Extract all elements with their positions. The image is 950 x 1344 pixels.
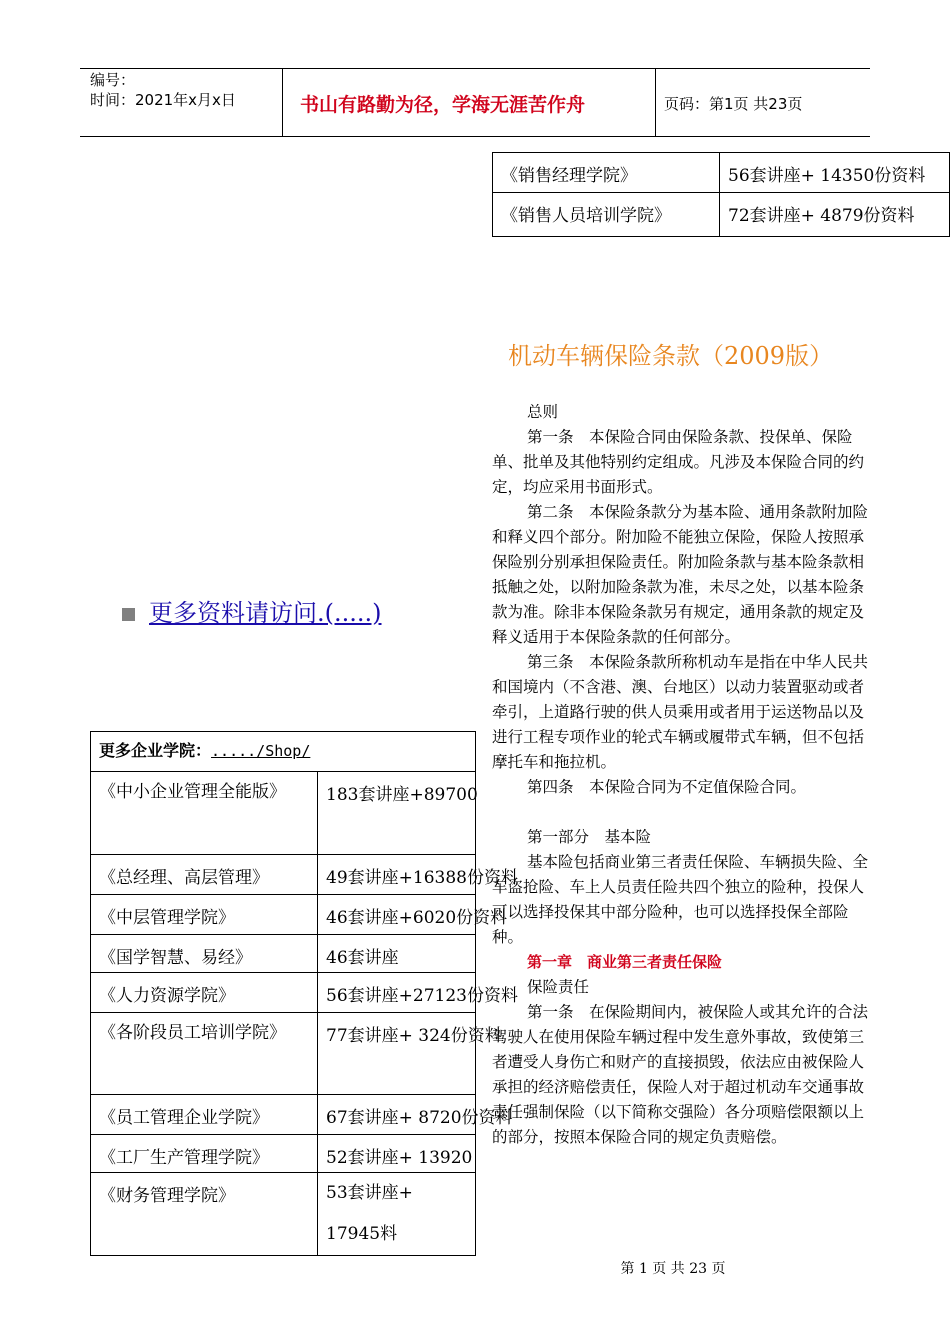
table-row xyxy=(91,973,476,1013)
course-value: 53套讲座+ 17945料 xyxy=(318,1173,476,1256)
article-1: 第一条 本保险合同由保险条款、投保单、保险单、批单及其他特别约定组成。凡涉及本保险合同的约定，均应采用书面形式。 xyxy=(492,428,865,496)
top-course-table xyxy=(492,152,950,237)
table-header-row xyxy=(91,732,476,772)
table-row xyxy=(91,1173,476,1256)
document-body xyxy=(492,400,872,1150)
liability-heading: 保险责任 xyxy=(527,978,590,996)
article-2: 第二条 本保险条款分为基本险、通用条款附加险和释义四个部分。附加险不能独立保险，保险人按照承保险别分别承担保险责任。附加险条款与基本险条款相抵触之处，以附加险条款为准，未尽之处，以基本险条款为准。除非本保险条款另有规定，通用条款的规定及释义适用于本保险条款的任何部分。 xyxy=(492,503,869,646)
table-row xyxy=(493,153,950,193)
more-resources-link-row xyxy=(122,593,382,628)
course-name: 《员工管理企业学院》 xyxy=(91,1095,318,1135)
header-divider xyxy=(655,68,656,136)
table-row xyxy=(91,855,476,895)
course-name: 《销售人员培训学院》 xyxy=(493,193,720,237)
course-name: 《中小企业管理全能版》 xyxy=(91,772,318,855)
table-row xyxy=(91,772,476,855)
enterprise-course-table xyxy=(90,731,518,1256)
course-value: 72套讲座+ 4879份资料 xyxy=(720,193,950,237)
more-resources-link[interactable]: 更多资料请访问.(.....) xyxy=(149,599,382,627)
course-value: 183套讲座+89700 xyxy=(318,772,476,855)
course-value: 46套讲座+6020份资料 xyxy=(318,895,476,935)
course-value: 67套讲座+ 8720份资料 xyxy=(318,1095,476,1135)
chapter-article-1: 第一条 在保险期间内，被保险人或其允许的合法驾驶人在使用保险车辆过程中发生意外事故，致使第三者遭受人身伤亡和财产的直接损毁，依法应由被保险人承担的经济赔偿责任，保险人对于超过机动车交通事故责任强制保险（以下简称交强险）各分项赔偿限额以上的部分，按照本保险合同的规定负责赔偿。 xyxy=(492,1003,869,1146)
course-name: 《总经理、高层管理》 xyxy=(91,855,318,895)
spacer xyxy=(492,800,872,825)
shop-link[interactable]: ...../Shop/ xyxy=(211,742,311,760)
course-value: 56套讲座+ 14350份资料 xyxy=(720,153,950,193)
article-4: 第四条 本保险合同为不定值保险合同。 xyxy=(527,778,807,796)
table-row xyxy=(91,895,476,935)
page-footer xyxy=(0,1258,950,1278)
table-row xyxy=(91,1135,476,1173)
article-3: 第三条 本保险条款所称机动车是指在中华人民共和国境内（不含港、澳、台地区）以动力装置驱动或者牵引，上道路行驶的供人员乘用或者用于运送物品以及进行工程专项作业的轮式车辆或履带式车辆，但不包括摩托车和拖拉机。 xyxy=(492,653,869,771)
course-value: 49套讲座+16388份资料 xyxy=(318,855,476,895)
section-heading-general: 总则 xyxy=(527,403,559,421)
course-name: 《各阶段员工培训学院》 xyxy=(91,1013,318,1095)
course-name: 《人力资源学院》 xyxy=(91,973,318,1013)
table-row xyxy=(493,193,950,237)
course-name: 《工厂生产管理学院》 xyxy=(91,1135,318,1173)
part-heading: 第一部分 基本险 xyxy=(527,828,652,846)
header-bottom-rule xyxy=(80,136,870,137)
course-name: 《中层管理学院》 xyxy=(91,895,318,935)
header-meta xyxy=(90,70,236,110)
table-row xyxy=(91,1095,476,1135)
header-divider xyxy=(282,68,283,136)
table-row xyxy=(91,935,476,973)
part-text: 基本险包括商业第三者责任保险、车辆损失险、全车盗抢险、车上人员责任险共四个独立的险种，投保人可以选择投保其中部分险种，也可以选择投保全部险种。 xyxy=(492,853,869,946)
course-value: 77套讲座+ 324份资料 xyxy=(318,1013,476,1095)
header-top-rule xyxy=(80,68,870,69)
course-value: 46套讲座 xyxy=(318,935,476,973)
course-name: 《国学智慧、易经》 xyxy=(91,935,318,973)
course-value: 56套讲座+27123份资料 xyxy=(318,973,476,1013)
header-page-info: 页码：第1页 共23页 xyxy=(664,95,803,113)
header-motto: 书山有路勤为径，学海无涯苦作舟 xyxy=(300,94,586,116)
course-value: 52套讲座+ 13920 xyxy=(318,1135,476,1173)
document-title: 机动车辆保险条款（2009版） xyxy=(508,342,834,370)
footer-page-number: 第 1 页 共 23 页 xyxy=(620,1261,726,1277)
time-label: 时间：2021年x月x日 xyxy=(90,91,236,109)
number-label: 编号： xyxy=(90,71,136,89)
course-name: 《销售经理学院》 xyxy=(493,153,720,193)
chapter-heading: 第一章 商业第三者责任保险 xyxy=(527,953,723,971)
course-name: 《财务管理学院》 xyxy=(91,1173,318,1256)
table-row xyxy=(91,1013,476,1095)
square-bullet-icon xyxy=(122,608,135,621)
header-label: 更多企业学院： xyxy=(99,741,212,760)
